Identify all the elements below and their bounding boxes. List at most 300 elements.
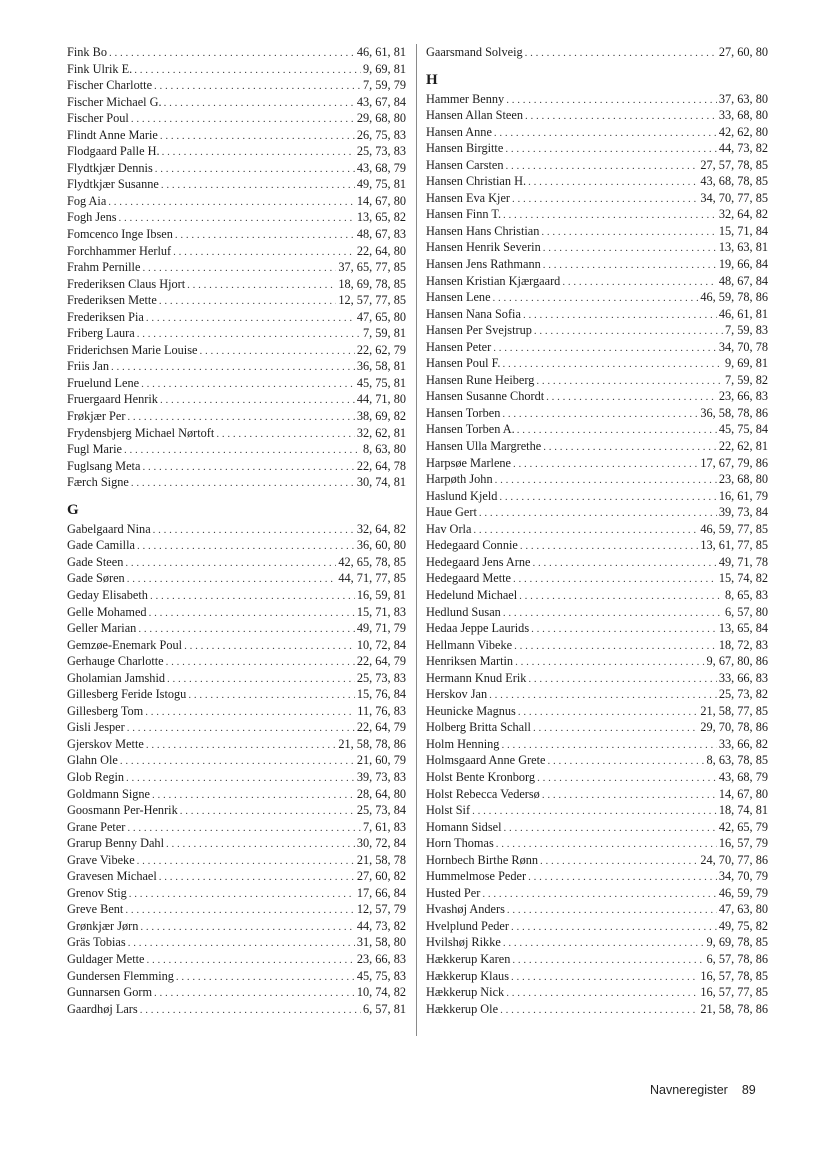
index-entry [426,405,768,422]
dot-leader [472,803,717,820]
entry-pages: 24, 70, 77, 86 [700,852,768,867]
entry-pages: 19, 66, 84 [718,257,768,272]
entry-name: Grave Vibeke [67,852,135,867]
entry-pages: 33, 66, 83 [718,670,768,685]
dot-leader [125,902,354,919]
dot-leader [515,654,704,671]
dot-leader [502,406,698,423]
column-divider [416,44,417,1036]
entry-pages: 36, 58, 78, 86 [700,405,768,420]
index-entry [426,653,768,670]
index-entry [426,322,768,339]
dot-leader [528,869,717,886]
index-entry [67,474,406,491]
entry-pages: 13, 61, 77, 85 [700,538,768,553]
index-entry [426,471,768,488]
entry-name: Hedaa Jeppe Laurids [426,621,530,636]
entry-name: Hedlund Susan [426,604,501,619]
index-entry [426,537,768,554]
index-entry [426,521,768,538]
index-entry [67,391,406,408]
entry-name: Gemzøe-Enemark Poul [67,637,183,652]
index-entry [426,868,768,885]
index-entry [67,587,406,604]
entry-name: Henriksen Martin [426,654,514,669]
entry-name: Horn Thomas [426,836,494,851]
dot-leader [149,605,355,622]
entry-name: Hav Orla [426,521,472,536]
dot-leader [503,207,717,224]
index-entry [426,587,768,604]
entry-name: Haslund Kjeld [426,488,498,503]
index-entry [67,292,406,309]
entry-pages: 15, 76, 84 [356,687,406,702]
entry-name: Frahm Pernille [67,260,141,275]
index-entry [67,554,406,571]
entry-name: Hansen Kristian Kjærgaard [426,273,561,288]
dot-leader [160,392,355,409]
entry-name: Gaarsmand Solveig [426,45,523,59]
entry-pages: 7, 59, 79 [362,78,406,93]
entry-name: Hedegaard Connie [426,538,518,553]
entry-name: Hvelplund Peder [426,918,509,933]
entry-name: Gade Søren [67,571,125,586]
dot-leader [496,836,717,853]
entry-name: Hansen Susanne Chordt [426,389,545,404]
index-entry [67,620,406,637]
dot-leader [162,144,355,161]
index-entry [67,309,406,326]
dot-leader [512,952,704,969]
index-entry [426,107,768,124]
index-entry [67,537,406,554]
dot-leader [108,194,355,211]
index-entry [426,604,768,621]
entry-pages: 7, 59, 83 [724,323,768,338]
entry-pages: 22, 64, 79 [356,720,406,735]
dot-leader [525,45,717,62]
entry-name: Fischer Poul [67,111,129,126]
dot-leader [137,538,355,555]
index-entry [426,421,768,438]
dot-leader [155,161,355,178]
dot-leader [127,571,337,588]
dot-leader [513,456,698,473]
entry-name: Hvashøj Anders [426,902,505,917]
dot-leader [506,985,698,1002]
entry-pages: 28, 64, 80 [356,786,406,801]
entry-pages: 27, 60, 80 [718,45,768,59]
entry-pages: 31, 58, 80 [356,935,406,950]
entry-pages: 14, 67, 80 [718,786,768,801]
dot-leader [184,638,355,655]
index-entry [67,703,406,720]
index-entry [426,273,768,290]
index-entry [67,127,406,144]
entry-name: Flydtkjær Susanne [67,177,159,192]
dot-leader [511,969,698,986]
dot-leader [141,376,355,393]
dot-leader [161,177,355,194]
index-entry [426,901,768,918]
entry-pages: 49, 75, 82 [718,918,768,933]
index-entry [67,868,406,885]
index-entry [67,670,406,687]
dot-leader [520,538,699,555]
entry-name: Holm Henning [426,736,500,751]
dot-leader [513,571,717,588]
entry-name: Hansen Hans Christian [426,223,540,238]
dot-leader [562,274,716,291]
entry-pages: 6, 57, 81 [362,1001,406,1016]
dot-leader [482,886,717,903]
index-entry [67,259,406,276]
dot-leader [528,174,698,191]
entry-name: Hansen Eva Kjer [426,190,510,205]
index-entry [426,124,768,141]
dot-leader [500,1002,698,1019]
entry-name: Gade Steen [67,554,124,569]
entry-pages: 43, 68, 79 [356,160,406,175]
entry-name: Harpøth John [426,472,493,487]
dot-leader [154,985,355,1002]
index-entry [426,239,768,256]
entry-name: Hedelund Michael [426,587,518,602]
dot-leader [150,588,355,605]
entry-name: Holmsgaard Anne Grete [426,753,546,768]
entry-name: Gaardhøj Lars [67,1001,138,1016]
index-entry [67,752,406,769]
entry-name: Flindt Anne Marie [67,127,158,142]
entry-name: Geday Elisabeth [67,587,148,602]
index-entry [67,918,406,935]
dot-leader [528,671,716,688]
dot-leader [131,111,355,128]
entry-pages: 8, 65, 83 [724,587,768,602]
dot-leader [146,310,355,327]
entry-pages: 25, 73, 84 [356,803,406,818]
dot-leader [167,671,355,688]
entry-name: Fink Bo [67,45,107,59]
index-entry [426,984,768,1001]
index-entry [67,901,406,918]
entry-pages: 21, 58, 78 [356,852,406,867]
entry-pages: 13, 65, 84 [718,621,768,636]
entry-name: Holst Sif [426,803,471,818]
entry-pages: 9, 69, 78, 85 [706,935,768,950]
index-entry [426,736,768,753]
entry-name: Fink Ulrik E. [67,61,133,76]
entry-name: Hækkerup Karen [426,951,511,966]
index-entry [426,951,768,968]
entry-pages: 46, 61, 81 [356,45,406,59]
dot-leader [111,359,355,376]
entry-name: Grenov Stig [67,885,127,900]
entry-name: Forchhammer Herluf [67,243,172,258]
section-heading-g: G [67,501,79,518]
entry-pages: 22, 64, 78 [356,458,406,473]
index-entry [67,653,406,670]
entry-pages: 32, 62, 81 [356,425,406,440]
dot-leader [128,935,355,952]
dot-leader [507,902,717,919]
entry-pages: 34, 70, 78 [718,339,768,354]
entry-name: Gjerskov Mette [67,736,144,751]
entry-pages: 25, 73, 83 [356,144,406,159]
dot-leader [138,621,355,638]
entry-pages: 6, 57, 78, 86 [706,951,768,966]
dot-leader [131,475,355,492]
index-list-h [426,91,768,1018]
entry-pages: 36, 60, 80 [356,538,406,553]
entry-name: Fugl Marie [67,442,122,457]
entry-name: Hækkerup Klaus [426,968,509,983]
dot-leader [531,621,717,638]
entry-pages: 44, 71, 77, 85 [338,571,406,586]
dot-leader [532,555,716,572]
entry-pages: 49, 71, 78 [718,554,768,569]
index-entry [67,1001,406,1018]
dot-leader [188,687,355,704]
entry-pages: 16, 61, 79 [718,488,768,503]
entry-pages: 26, 75, 83 [356,127,406,142]
entry-pages: 44, 73, 82 [718,141,768,156]
index-entry [426,438,768,455]
dot-leader [514,638,717,655]
index-entry [426,289,768,306]
dot-leader [540,853,698,870]
dot-leader [548,753,705,770]
index-entry [426,670,768,687]
dot-leader [166,836,355,853]
dot-leader [216,426,355,443]
dot-leader [125,555,336,572]
entry-name: Fischer Michael G. [67,94,162,109]
dot-leader [109,45,355,62]
entry-name: Hammer Benny [426,91,505,106]
entry-name: Hansen Birgitte [426,141,504,156]
right-column [426,44,768,1017]
index-entry [67,458,406,475]
index-entry [67,934,406,951]
entry-pages: 43, 68, 78, 85 [700,174,768,189]
dot-leader [159,293,337,310]
dot-leader [173,244,355,261]
entry-name: Gunnarsen Gorm [67,985,153,1000]
entry-pages: 37, 65, 77, 85 [338,260,406,275]
entry-name: Frøkjær Per [67,409,126,424]
entry-pages: 9, 67, 80, 86 [706,654,768,669]
entry-pages: 49, 71, 79 [356,621,406,636]
entry-name: Hedegaard Mette [426,571,512,586]
entry-pages: 18, 69, 78, 85 [338,276,406,291]
index-entry [426,570,768,587]
entry-pages: 8, 63, 80 [362,442,406,457]
index-entry [67,276,406,293]
entry-pages: 47, 63, 80 [718,902,768,917]
entry-name: Fruelund Lene [67,375,140,390]
entry-name: Hansen Ulla Margrethe [426,439,542,454]
entry-name: Fischer Charlotte [67,78,153,93]
dot-leader [541,224,716,241]
index-entry [426,686,768,703]
entry-name: Holst Bente Kronborg [426,769,536,784]
dot-leader [504,820,717,837]
entry-pages: 39, 73, 84 [718,505,768,520]
dot-leader [120,753,355,770]
dot-leader [164,95,355,112]
entry-pages: 38, 69, 82 [356,409,406,424]
entry-name: Hansen Christian H. [426,174,527,189]
entry-name: Frederiksen Claus Hjort [67,276,186,291]
entry-pages: 33, 68, 80 [718,108,768,123]
entry-pages: 21, 58, 77, 85 [700,703,768,718]
index-entry [67,819,406,836]
dot-leader [503,935,705,952]
dot-leader [153,522,355,539]
index-entry [67,325,406,342]
entry-pages: 32, 64, 82 [356,521,406,536]
entry-name: Harpsøe Marlene [426,455,512,470]
index-entry [67,110,406,127]
entry-pages: 12, 57, 79 [356,902,406,917]
entry-name: Fogh Jens [67,210,117,225]
entry-pages: 36, 58, 81 [356,359,406,374]
entry-name: Geller Marian [67,621,137,636]
entry-name: Hansen Torben A. [426,422,515,437]
index-entry [67,984,406,1001]
entry-name: Grønkjær Jørn [67,918,139,933]
entry-name: Holst Rebecca Vedersø [426,786,540,801]
dot-leader [489,687,717,704]
entry-pages: 23, 66, 83 [718,389,768,404]
dot-leader [479,505,717,522]
index-entry [67,968,406,985]
index-entry [67,686,406,703]
entry-name: Frederiksen Mette [67,293,157,308]
index-entry [67,637,406,654]
dot-leader [137,853,355,870]
entry-name: Guldager Mette [67,951,145,966]
index-entry [426,306,768,323]
entry-pages: 45, 75, 83 [356,968,406,983]
entry-pages: 30, 74, 81 [356,475,406,490]
index-entry [426,488,768,505]
dot-leader [494,125,717,142]
entry-name: Heunicke Magnus [426,703,516,718]
entry-pages: 30, 72, 84 [356,836,406,851]
dot-leader [137,326,361,343]
index-entry [67,786,406,803]
dot-leader [543,240,717,257]
index-entry [426,339,768,356]
entry-name: Gabelgaard Nina [67,521,151,536]
entry-pages: 47, 65, 80 [356,309,406,324]
entry-pages: 34, 70, 77, 85 [700,190,768,205]
dot-leader [537,770,717,787]
entry-pages: 48, 67, 84 [718,273,768,288]
entry-pages: 13, 65, 82 [356,210,406,225]
entry-pages: 45, 75, 84 [718,422,768,437]
entry-pages: 22, 64, 80 [356,243,406,258]
index-entry [426,703,768,720]
dot-leader [519,588,723,605]
dot-leader [134,62,361,79]
entry-pages: 29, 68, 80 [356,111,406,126]
index-entry [426,835,768,852]
index-entry [67,425,406,442]
dot-leader [546,389,717,406]
index-entry [67,61,406,78]
index-entry [426,372,768,389]
index-entry [426,819,768,836]
index-entry [67,160,406,177]
entry-name: Flydtkjær Dennis [67,160,153,175]
entry-pages: 15, 71, 83 [356,604,406,619]
entry-pages: 22, 62, 79 [356,342,406,357]
dot-leader [160,128,355,145]
entry-name: Gelle Mohamed [67,604,147,619]
dot-leader [506,92,717,109]
entry-name: Glahn Ole [67,753,118,768]
entry-pages: 45, 75, 81 [356,375,406,390]
entry-pages: 48, 67, 83 [356,227,406,242]
entry-pages: 25, 73, 82 [718,687,768,702]
index-entry [67,736,406,753]
index-entry [426,637,768,654]
index-entry [426,620,768,637]
entry-pages: 16, 57, 79 [718,836,768,851]
footer-section-title: Navneregister [650,1083,728,1097]
dot-leader [517,422,717,439]
entry-name: Hansen Nana Sofia [426,306,521,321]
entry-pages: 39, 73, 83 [356,769,406,784]
entry-pages: 25, 73, 83 [356,670,406,685]
dot-leader [499,489,716,506]
index-entry [67,358,406,375]
index-entry [426,190,768,207]
dot-leader [154,78,361,95]
entry-name: Hedegaard Jens Arne [426,554,531,569]
entry-pages: 6, 57, 80 [724,604,768,619]
entry-name: Hansen Poul F. [426,356,501,371]
dot-leader [159,869,355,886]
index-entry [67,342,406,359]
index-entry [426,256,768,273]
index-entry [426,173,768,190]
dot-leader [176,969,355,986]
index-entry [426,504,768,521]
dot-leader [533,720,698,737]
entry-name: Hansen Finn T. [426,207,502,222]
dot-leader [503,605,723,622]
index-entry [426,769,768,786]
entry-name: Fuglsang Meta [67,458,141,473]
index-entry [426,355,768,372]
index-list-g-continued [426,44,768,61]
entry-pages: 9, 69, 81 [362,61,406,76]
entry-pages: 49, 75, 81 [356,177,406,192]
section-heading-h: H [426,71,438,88]
entry-name: Friderichsen Marie Louise [67,342,198,357]
entry-pages: 12, 57, 77, 85 [338,293,406,308]
dot-leader [127,720,355,737]
index-entry [426,455,768,472]
entry-pages: 46, 59, 77, 85 [700,521,768,536]
dot-leader [145,704,355,721]
entry-name: Husted Per [426,885,481,900]
entry-name: Gundersen Flemming [67,968,174,983]
